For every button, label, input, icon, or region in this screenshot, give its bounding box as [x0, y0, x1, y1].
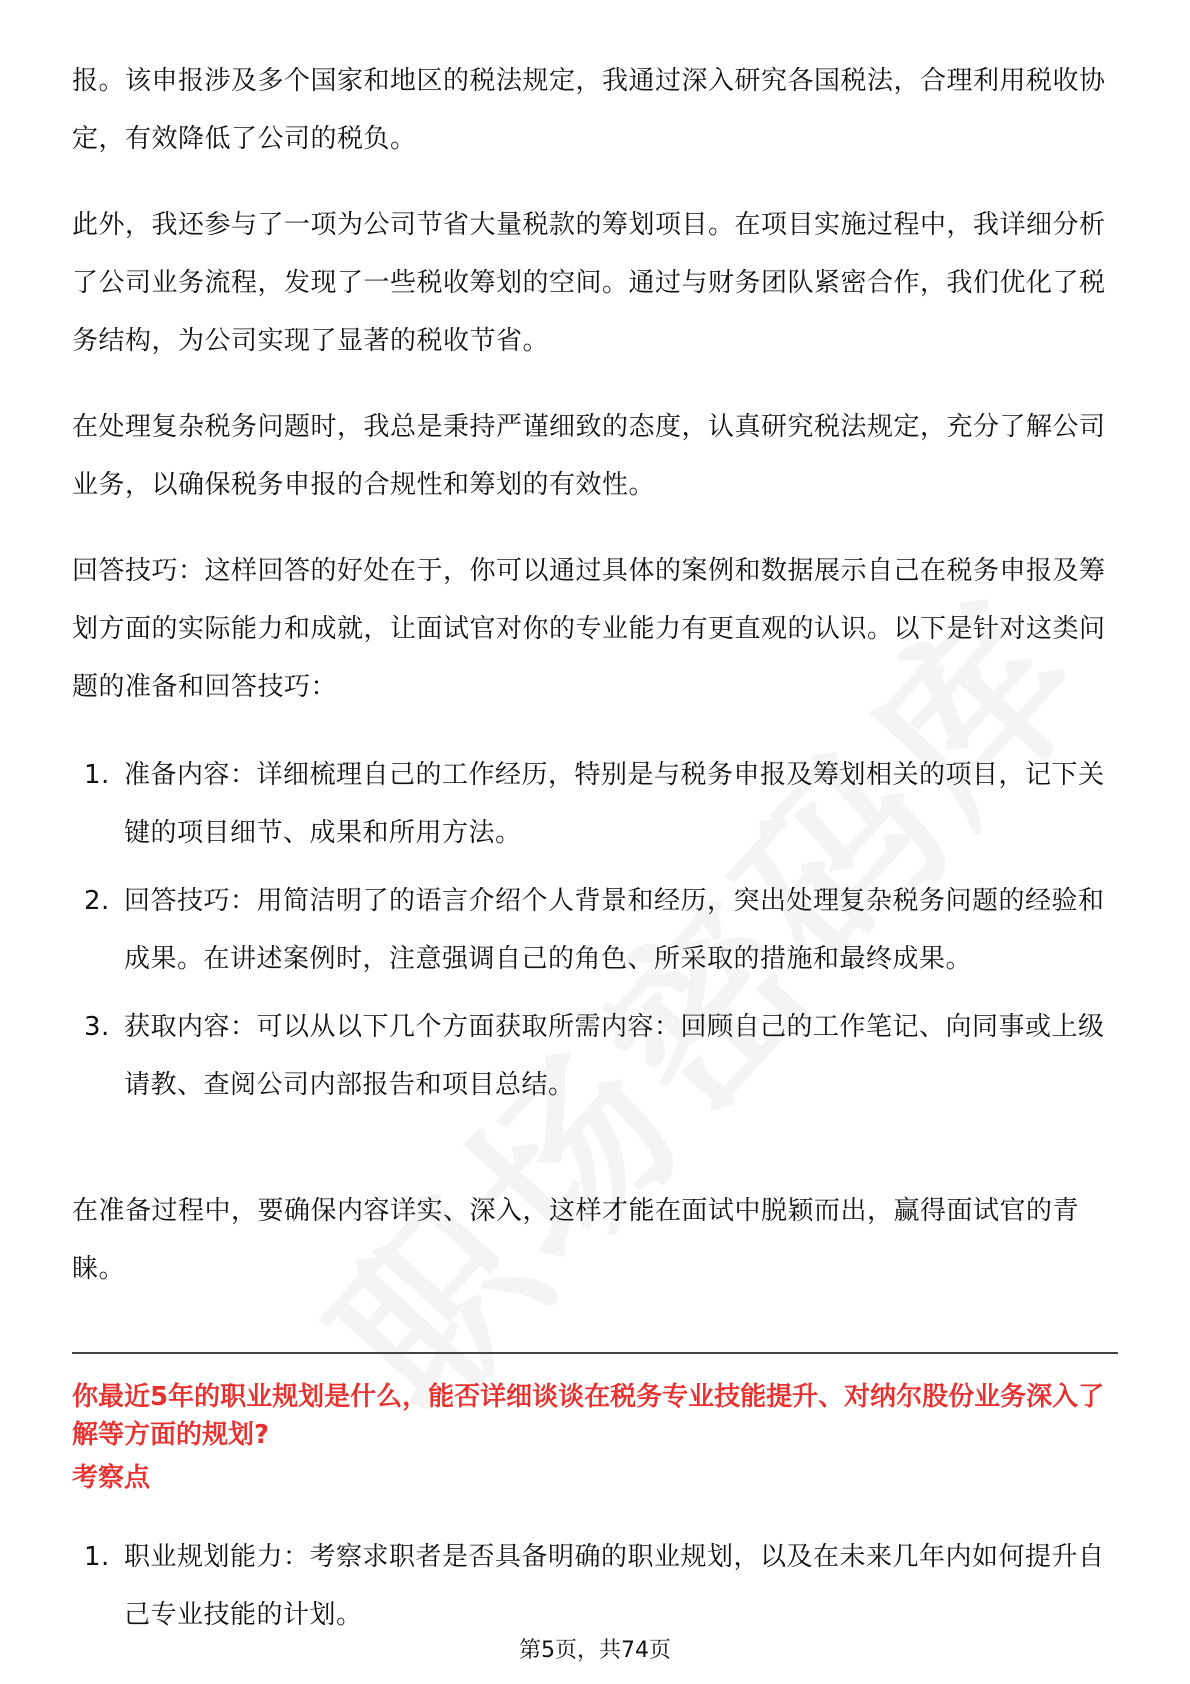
section-heading: 考察点: [72, 1463, 151, 1493]
list-item-text: 获取内容：可以从以下几个方面获取所需内容：回顾自己的工作笔记、向同事或上级请教、查阅公司内部报告和项目总结。: [124, 1012, 1105, 1100]
check-points-list: [72, 1528, 1118, 1644]
paragraph-attitude: 在处理复杂税务问题时，我总是秉持严谨细致的态度，认真研究税法规定，充分了解公司业务，以确保税务申报的合规性和筹划的有效性。: [72, 412, 1106, 500]
list-item: [72, 872, 1118, 988]
list-item-number: 2.: [84, 886, 110, 916]
paragraph-conclusion: 在准备过程中，要确保内容详实、深入，这样才能在面试中脱颖而出，赢得面试官的青睐。: [72, 1196, 1080, 1284]
page-number-footer: 第5页，共74页: [519, 1638, 671, 1663]
list-item: [72, 998, 1118, 1114]
list-item-number: 1.: [84, 1542, 110, 1572]
list-item-text: 准备内容：详细梳理自己的工作经历，特别是与税务申报及筹划相关的项目，记下关键的项目细节、成果和所用方法。: [124, 760, 1105, 848]
tips-list: [72, 746, 1118, 1114]
list-item-number: 1.: [84, 760, 110, 790]
question-heading: 你最近5年的职业规划是什么，能否详细谈谈在税务专业技能提升、对纳尔股份业务深入了解等方面的规划?: [72, 1382, 1105, 1450]
list-item-text: 回答技巧：用简洁明了的语言介绍个人背景和经历，突出处理复杂税务问题的经验和成果。在讲述案例时，注意强调自己的角色、所采取的措施和最终成果。: [124, 886, 1105, 974]
paragraph-answer-tips: 回答技巧：这样回答的好处在于，你可以通过具体的案例和数据展示自己在税务申报及筹划方面的实际能力和成就，让面试官对你的专业能力有更直观的认识。以下是针对这类问题的准备和回答技巧：: [72, 556, 1106, 702]
paragraph-tax-filing: 报。该申报涉及多个国家和地区的税法规定，我通过深入研究各国税法，合理利用税收协定，有效降低了公司的税负。: [72, 66, 1106, 154]
section-divider: [72, 1352, 1118, 1354]
paragraph-tax-planning: 此外，我还参与了一项为公司节省大量税款的筹划项目。在项目实施过程中，我详细分析了公司业务流程，发现了一些税收筹划的空间。通过与财务团队紧密合作，我们优化了税务结构，为公司实现了显著的税收节省。: [72, 210, 1106, 356]
list-item: [72, 1528, 1118, 1644]
list-item: [72, 746, 1118, 862]
list-item-number: 3.: [84, 1012, 110, 1042]
list-item-text: 职业规划能力：考察求职者是否具备明确的职业规划，以及在未来几年内如何提升自己专业技能的计划。: [124, 1542, 1105, 1630]
